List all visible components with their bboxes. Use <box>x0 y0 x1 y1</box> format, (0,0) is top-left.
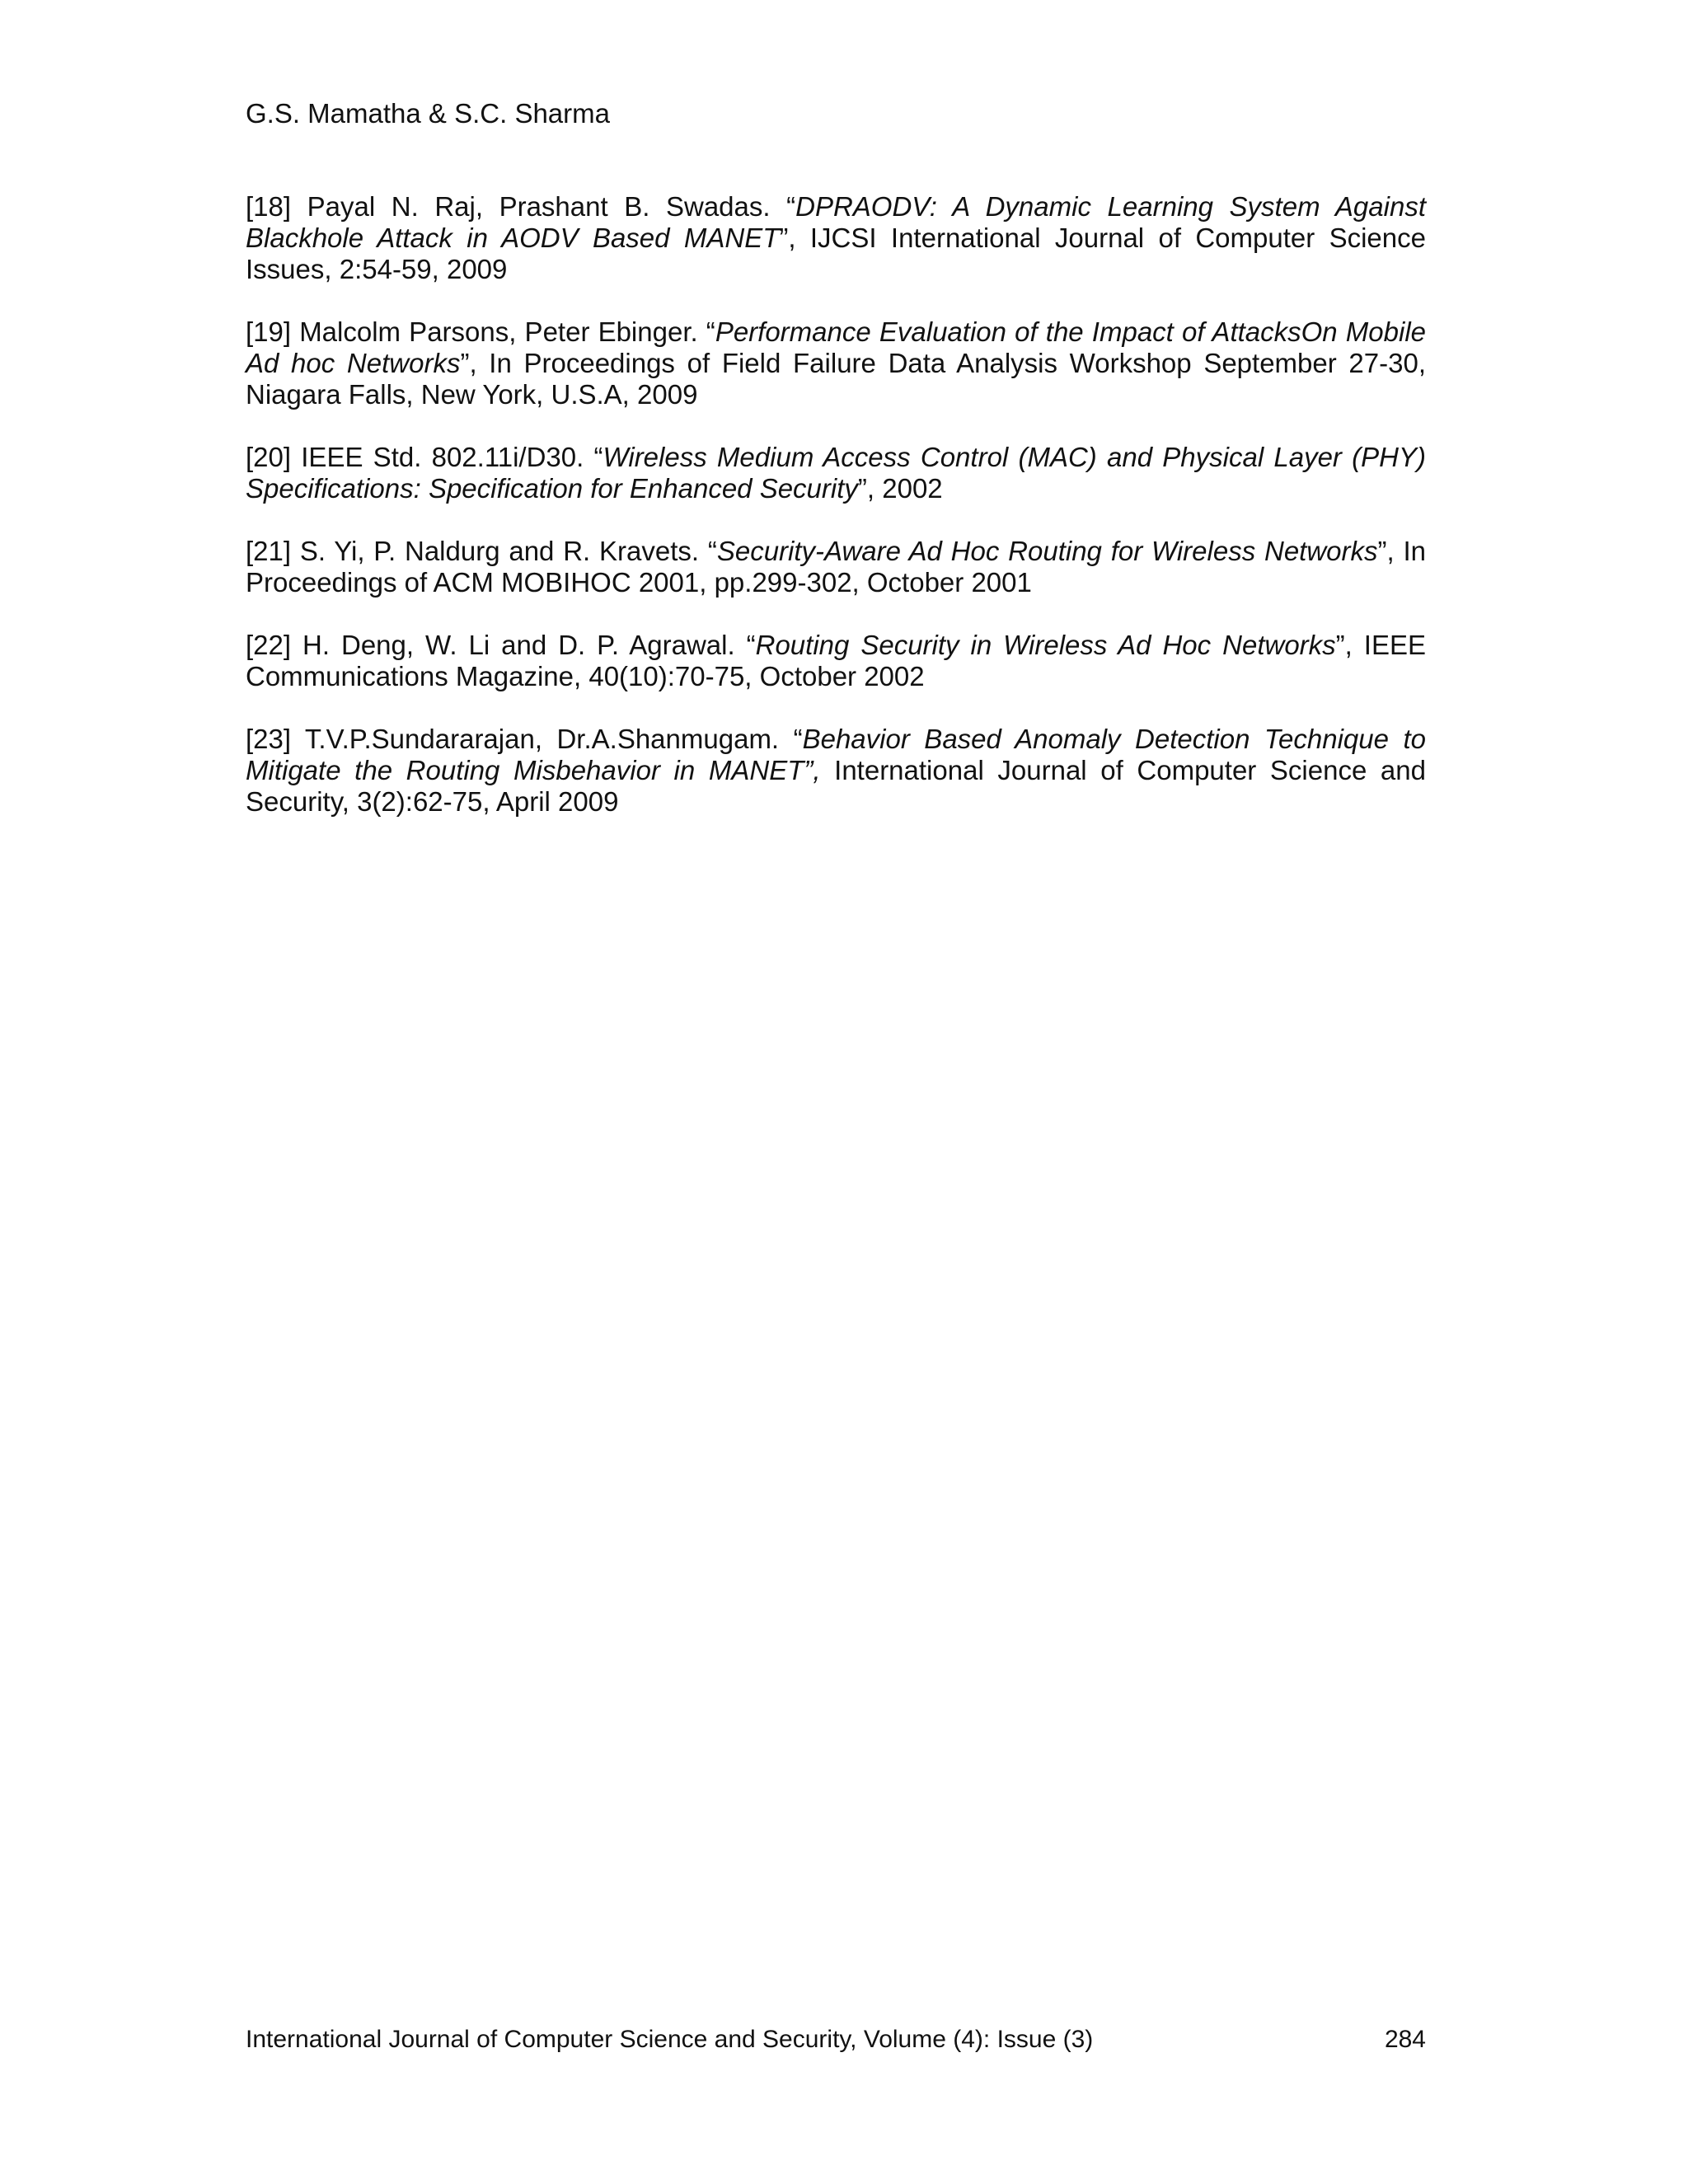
page-footer <box>246 2023 1426 2056</box>
reference-title: Performance Evaluation of the Impact of AttacksOn Mobile Ad hoc Networks <box>246 316 1427 378</box>
reference-authors: [22] H. Deng, W. Li and D. P. Agrawal. “ <box>246 630 756 660</box>
page-number: 284 <box>1384 2026 1426 2053</box>
reference-authors: [23] T.V.P.Sundararajan, Dr.A.Shanmugam. “ <box>246 724 803 754</box>
reference-authors: [20] IEEE Std. 802.11i/D30. “ <box>246 442 603 472</box>
reference-authors: [18] Payal N. Raj, Prashant B. Swadas. “ <box>246 191 796 222</box>
footer-journal-info: International Journal of Computer Science and Security, Volume (4): Issue (3) <box>246 2026 1094 2053</box>
reference-authors: [19] Malcolm Parsons, Peter Ebinger. “ <box>246 316 715 347</box>
reference-source: ”, 2002 <box>857 473 943 504</box>
reference-source: ”, In Proceedings of Field Failure Data Analysis Workshop September 27-30, Niagara Falls, New York, U.S.A, 2009 <box>246 348 1426 410</box>
reference-title: Security-Aware Ad Hoc Routing for Wireless Networks <box>716 536 1378 566</box>
reference-title: Wireless Medium Access Control (MAC) and Physical Layer (PHY) Specifications: Specification for Enhanced Security <box>246 442 1426 504</box>
reference-item-23 <box>246 724 1426 818</box>
reference-item-19 <box>246 316 1426 410</box>
running-header: G.S. Mamatha & S.C. Sharma <box>246 98 610 129</box>
reference-title: Routing Security in Wireless Ad Hoc Networks <box>755 630 1336 660</box>
reference-source: ”, IEEE Communications Magazine, 40(10):70-75, October 2002 <box>246 630 1427 691</box>
reference-authors: [21] S. Yi, P. Naldurg and R. Kravets. “ <box>246 536 717 566</box>
reference-source: ”, IJCSI International Journal of Computer Science Issues, 2:54-59, 2009 <box>246 223 1426 284</box>
reference-item-18 <box>246 191 1426 285</box>
reference-list <box>246 191 1426 849</box>
reference-item-21 <box>246 536 1426 598</box>
reference-title: Behavior Based Anomaly Detection Technique to Mitigate the Routing Misbehavior in MANET”, <box>246 724 1426 785</box>
reference-source: ”, In Proceedings of ACM MOBIHOC 2001, pp.299-302, October 2001 <box>246 536 1427 598</box>
reference-item-20 <box>246 442 1426 504</box>
reference-source: International Journal of Computer Science and Security, 3(2):62-75, April 2009 <box>246 755 1426 817</box>
reference-title: DPRAODV: A Dynamic Learning System Against Blackhole Attack in AODV Based MANET <box>246 191 1426 253</box>
reference-item-22 <box>246 630 1426 692</box>
